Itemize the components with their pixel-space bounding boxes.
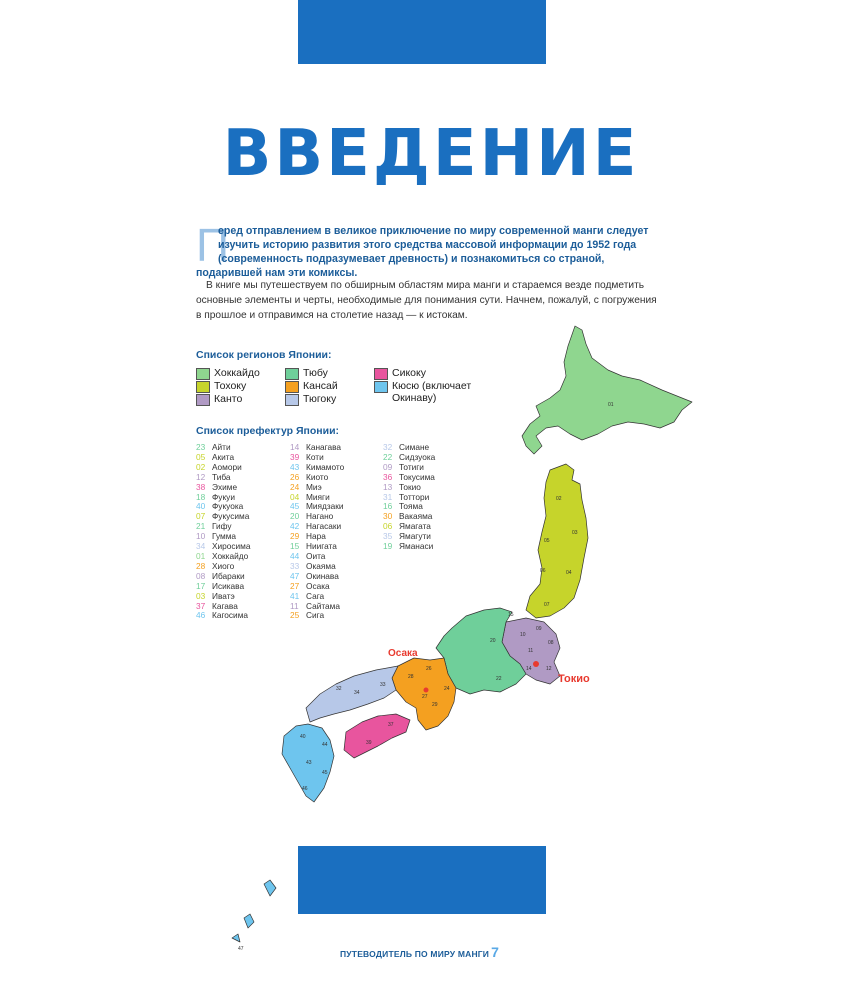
map-okinawa-3	[232, 934, 240, 942]
prefecture-name: Симане	[399, 442, 430, 452]
body-paragraph	[196, 278, 658, 323]
prefecture-number: 08	[196, 570, 206, 581]
prefecture-number: 43	[290, 461, 300, 472]
prefecture-number: 10	[196, 531, 206, 542]
prefecture-name: Ямагути	[399, 531, 431, 542]
prefecture-number: 17	[196, 580, 206, 591]
map-number-mie: 24	[444, 686, 450, 692]
page-footer	[340, 944, 499, 960]
prefecture-name: Гумма	[212, 531, 237, 542]
prefecture-name: Вакаяма	[399, 511, 433, 522]
prefecture-number: 32	[383, 442, 393, 452]
prefecture-number: 09	[383, 461, 393, 472]
prefecture-number: 20	[290, 511, 300, 522]
prefecture-name: Кимамото	[306, 461, 345, 472]
map-number-okinawa: 47	[238, 946, 244, 952]
prefecture-name: Фукуи	[212, 491, 235, 502]
prefecture-number: 42	[290, 521, 300, 532]
prefecture-name: Кагава	[212, 600, 238, 611]
prefecture-name: Акита	[212, 451, 235, 462]
map-number-kyoto: 26	[426, 666, 432, 672]
prefecture-number: 45	[290, 501, 300, 512]
prefecture-number: 25	[290, 610, 300, 621]
map-shikoku	[344, 714, 410, 758]
prefecture-number: 37	[196, 600, 206, 611]
prefecture-name: Гифу	[212, 521, 232, 532]
map-number-hiroshima: 34	[354, 690, 360, 696]
prefecture-number: 28	[196, 560, 206, 571]
map-number-kagawa: 37	[388, 722, 394, 728]
prefecture-number: 07	[196, 511, 206, 522]
prefecture-name: Ибараки	[212, 570, 245, 581]
region-label: Сикоку	[392, 367, 426, 379]
prefecture-number: 46	[196, 610, 206, 621]
prefecture-name: Осака	[306, 580, 330, 591]
prefecture-name: Сайтама	[306, 600, 340, 611]
prefecture-name: Миядзаки	[306, 501, 344, 512]
prefecture-number: 02	[196, 461, 206, 472]
map-number-gunma: 10	[520, 632, 526, 638]
map-number-fukushima: 07	[544, 602, 550, 608]
prefecture-name: Сига	[306, 610, 325, 621]
prefecture-name: Нагано	[306, 511, 334, 522]
map-number-nagano: 20	[490, 638, 496, 644]
map-okinawa-2	[244, 914, 254, 928]
footer-title: ПУТЕВОДИТЕЛЬ ПО МИРУ МАНГИ	[340, 949, 490, 959]
prefecture-name: Хиросима	[212, 541, 251, 552]
prefecture-name: Мияги	[306, 491, 330, 502]
map-chugoku	[306, 666, 398, 722]
prefecture-number: 24	[290, 481, 300, 492]
region-label: Тохоку	[214, 380, 247, 392]
map-number-kagoshima: 46	[302, 786, 308, 792]
prefecture-number: 13	[383, 481, 393, 492]
prefecture-number: 11	[290, 600, 299, 611]
bottom-blue-band	[298, 846, 546, 914]
map-number-miyagi: 04	[566, 570, 572, 576]
prefecture-name: Киото	[306, 471, 329, 482]
prefecture-name: Тояма	[399, 501, 423, 512]
prefecture-number: 12	[196, 471, 206, 482]
osaka-marker	[424, 688, 429, 693]
prefecture-number: 38	[196, 481, 206, 492]
prefectures-heading: Список префектур Японии:	[196, 425, 340, 437]
prefecture-number: 29	[290, 531, 300, 542]
prefecture-number: 34	[196, 541, 206, 552]
top-blue-band	[298, 0, 546, 64]
prefecture-name: Тоттори	[399, 491, 430, 502]
prefecture-name: Тотиги	[399, 461, 424, 472]
prefecture-name: Хоккайдо	[212, 550, 249, 561]
prefecture-name: Миэ	[306, 481, 322, 492]
prefecture-name: Сага	[306, 590, 325, 601]
prefecture-name: Окинава	[306, 570, 339, 581]
map-number-fukuoka: 40	[300, 734, 306, 740]
prefecture-name: Кагосима	[212, 610, 249, 621]
prefecture-number: 39	[290, 451, 300, 462]
map-hokkaido	[522, 326, 692, 454]
prefecture-number: 44	[290, 550, 300, 561]
prefecture-number: 47	[290, 570, 300, 581]
prefecture-number: 18	[196, 491, 206, 502]
region-label: Кансай	[303, 380, 338, 392]
map-okinawa	[264, 880, 276, 896]
map-number-iwate: 03	[572, 530, 578, 536]
prefecture-name: Окаяма	[306, 560, 336, 571]
region-swatch	[196, 368, 210, 380]
prefecture-number: 19	[383, 541, 393, 552]
prefecture-name: Хиого	[212, 560, 235, 571]
prefecture-number: 31	[383, 491, 393, 502]
prefecture-number: 36	[383, 471, 393, 482]
map-number-oita: 44	[322, 742, 328, 748]
map-number-yamagata: 06	[540, 568, 546, 574]
tokyo-label: Токио	[558, 673, 590, 685]
prefecture-name: Нагасаки	[306, 521, 342, 532]
prefecture-name: Эхиме	[212, 481, 238, 492]
map-number-hokkaido: 01	[608, 402, 614, 408]
prefecture-number: 35	[383, 531, 393, 542]
prefecture-number: 22	[383, 451, 393, 462]
prefecture-number: 26	[290, 471, 300, 482]
prefecture-number: 41	[290, 590, 300, 601]
prefecture-name: Фукуока	[212, 501, 244, 512]
prefecture-number: 14	[290, 442, 300, 452]
tokyo-marker	[533, 661, 539, 667]
prefecture-number: 23	[196, 442, 206, 452]
body-text: В книге мы путешествуем по обширным областям мира манги и стараемся везде подметить основные элементы и черты, необходимые для понимания сути. Начнем, пожалуй, с погружения в прошлое и отправимся на столетие назад — к истокам.	[196, 280, 657, 321]
map-number-akita: 05	[544, 538, 550, 544]
region-label: Кюсю (включает Окинаву)	[392, 380, 472, 404]
region-swatch	[196, 394, 210, 406]
page-number: 7	[491, 944, 500, 960]
prefecture-number: 21	[196, 521, 206, 532]
map-number-hyogo: 28	[408, 674, 414, 680]
map-number-saitama: 11	[528, 648, 534, 654]
prefecture-name: Токио	[399, 481, 421, 492]
prefecture-name: Айти	[212, 442, 231, 452]
prefecture-name: Яманаси	[399, 541, 434, 552]
region-label: Канто	[214, 393, 243, 405]
prefecture-name: Нара	[306, 531, 326, 542]
prefecture-number: 04	[290, 491, 300, 502]
map-number-osaka: 27	[422, 694, 428, 700]
prefecture-name: Оита	[306, 550, 326, 561]
prefecture-number: 05	[196, 451, 206, 462]
prefecture-name: Фукусима	[212, 511, 250, 522]
lead-text: еред отправлением в великое приключение по миру современной манги следует изучить историю развития этого средства массовой информации до 1952 года (современность подразумевает древность) и познакомиться со страной, подарившей нам эти комиксы.	[196, 225, 649, 279]
region-label: Тюгоку	[303, 393, 337, 405]
map-number-okayama: 33	[380, 682, 386, 688]
prefecture-name: Ямагата	[399, 521, 431, 532]
drop-cap: П	[196, 219, 230, 271]
region-swatch	[196, 381, 210, 393]
map-number-chiba: 12	[546, 666, 552, 672]
map-number-shimane: 32	[336, 686, 342, 692]
map-number-tochigi: 09	[536, 626, 542, 632]
map-number-kanagawa: 14	[526, 666, 532, 672]
prefecture-name: Сидзуока	[399, 451, 436, 462]
region-label: Тюбу	[303, 367, 328, 379]
prefecture-name: Тиба	[212, 471, 231, 482]
map-number-miyazaki: 45	[322, 770, 328, 776]
prefecture-name: Коти	[306, 451, 324, 462]
prefecture-name: Исикава	[212, 580, 245, 591]
map-number-shizuoka: 22	[496, 676, 502, 682]
prefecture-number: 33	[290, 560, 300, 571]
map-number-kochi: 39	[366, 740, 372, 746]
prefecture-number: 40	[196, 501, 206, 512]
prefecture-number: 16	[383, 501, 393, 512]
lead-paragraph	[196, 219, 656, 280]
page-title: ВВЕДЕНИЕ	[222, 117, 640, 191]
prefecture-name: Канагава	[306, 442, 342, 452]
prefecture-number: 01	[196, 550, 206, 561]
prefecture-name: Аомори	[212, 461, 242, 472]
map-number-aomori: 02	[556, 496, 562, 502]
prefecture-name: Токусима	[399, 471, 435, 482]
map-tohoku	[526, 464, 588, 618]
prefecture-number: 03	[196, 590, 206, 601]
prefecture-number: 06	[383, 521, 393, 532]
map-number-kumamoto: 43	[306, 760, 312, 766]
prefecture-number: 27	[290, 580, 300, 591]
prefecture-number: 30	[383, 511, 393, 522]
map-number-nara: 29	[432, 702, 438, 708]
osaka-label: Осака	[388, 648, 418, 659]
regions-heading: Список регионов Японии:	[196, 349, 332, 361]
prefecture-name: Иватэ	[212, 590, 235, 601]
prefecture-number: 15	[290, 541, 300, 552]
map-number-niigata: 15	[508, 612, 514, 618]
map-number-ibaraki: 08	[548, 640, 554, 646]
prefecture-name: Ниигата	[306, 541, 337, 552]
region-label: Хоккайдо	[214, 367, 260, 379]
